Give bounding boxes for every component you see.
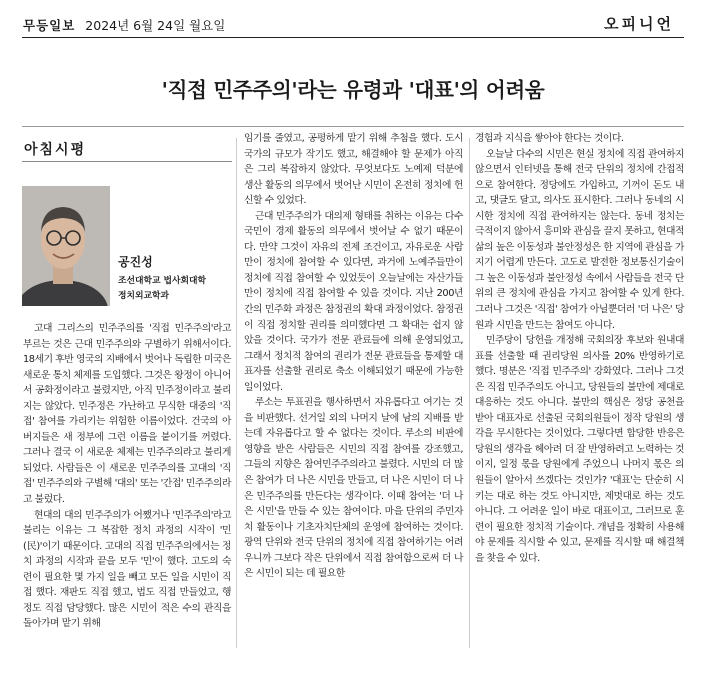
author-portrait-image bbox=[22, 186, 110, 306]
author-affiliation-line: 조선대학교 법사회대학 bbox=[118, 276, 207, 286]
author-affiliation-line: 정치외교학과 bbox=[118, 291, 169, 301]
paragraph: 근대 민주주의가 대의제 형태를 취하는 이유는 다수 국민이 경제 활동의 의무에서 벗어날 수 없기 때문이다. 만약 그것이 자유의 전제 조건이고, 자유로운 사람만이 정치에 참여할 수 있다면, 과거에 노예주들만이 정치에 직접 참여할 수 있었듯이 오늘날에는 자산가들만이 정치에 직접 참여할 수 있을 것이다. 지난 200년간의 민주화 과정은 참정권의 확대 과정이었다. 참정권이 직접 정치할 권리를 의미했다면 그 확대는 쉽지 않았을 것이다. 국가가 전문 관료들에 의해 운영되었고, 그래서 정치적 참여의 권리가 전문 관료들을 통제할 대표자를 선출할 권리로 축소 이해되었기 때문에 가능한 일이었다. bbox=[244, 210, 463, 393]
body-column-3 bbox=[475, 131, 684, 566]
paragraph: 임기를 줄였고, 공평하게 맡기 위해 추첨을 했다. 도시국가의 규모가 작기도 했고, 해결해야 할 문제가 아직은 그리 복잡하지 않았다. 무엇보다도 노예제 덕분에 생산 활동의 의무에서 벗어난 시민이 온전히 정치에 헌신할 수 있었다. bbox=[244, 133, 463, 207]
column-name-divider bbox=[22, 161, 232, 162]
column-divider bbox=[236, 138, 237, 648]
body-column-1 bbox=[23, 321, 231, 632]
headline-divider bbox=[22, 126, 684, 127]
headline: '직접 민주주의'라는 유령과 '대표'의 어려움 bbox=[161, 78, 545, 102]
paragraph: 오늘날 다수의 시민은 현실 정치에 직접 관여하지 않으면서 인터넷을 통해 전국 단위의 정치에 간접적으로 참여한다. 정당에도 가입하고, 기꺼이 돈도 내고, 댓글도 달고, 의사도 표시한다. 그러나 동네의 시시한 정치에 직접 관여하지는 않는다. 동네 정치는 극적이지 않아서 흥미와 관심을 끌지 못하고, 현대적 삶의 높은 이동성과 불안정성은 한 지역에 관심을 가지기 어렵게 만든다. 고도로 발전한 정보통신기술이 그 높은 이동성과 불안정성 속에서 사람들을 전국 단위의 큰 정치에 관심을 가지고 참여할 수 있게 한다. 그러나 그것은 '직접' 참여가 아닐뿐더러 '더 나은' 당원과 시민을 만드는 참여도 아니다. bbox=[475, 148, 684, 331]
author-byline bbox=[118, 253, 206, 304]
paragraph: 현대의 대의 민주주의가 어쨌거나 '민주주의'라고 불리는 이유는 그 복잡한 정치 과정의 시작이 '민(民)'이기 때문이다. 고대의 직접 민주주의에서는 정치 과정의 시작과 끝을 모두 '민'이 했다. 고도의 숙련이 필요한 몇 가지 일을 빼고 모든 일을 시민이 직접 했다. 재판도 직접 했고, 법도 직접 만들었고, 행정도 직접 담당했다. 많은 시민이 적은 수의 관직을 돌아가며 맡기 위해 bbox=[23, 509, 231, 630]
newspaper-name: 무등일보 bbox=[23, 18, 76, 33]
top-divider bbox=[22, 37, 684, 38]
author-photo bbox=[22, 186, 110, 306]
paragraph: 민주당이 당헌을 개정해 국회의장 후보와 원내대표를 선출할 때 권리당원 의사를 20% 반영하기로 했다. 명분은 '직접 민주주의' 강화였다. 그러나 그것은 직접 민주주의도 아니고, 당원들의 불만에 제대로 대응하는 것도 아니다. 불만의 핵심은 정당 공천을 받아 대표자로 선출된 국회의원들이 정작 당원의 생각을 무시한다는 것이었다. 그렇다면 합당한 반응은 당원의 생각을 헤아려 더 잘 반영하려고 노력하는 것이지, 일정 몫을 당원에게 주었으니 나머지 몫은 의원들이 알아서 쓰겠다는 것인가? '대표'는 단순히 시키는 대로 하는 것도 아니지만, 제멋대로 하는 것도 아니다. 그 어려운 일이 바로 대표이고, 그러므로 훈련이 필요한 정치적 기술이다. 개념을 정확히 사용해야 문제를 직시할 수 있고, 문제를 직시할 때 해결책을 찾을 수 있다. bbox=[475, 335, 684, 564]
masthead bbox=[23, 16, 225, 34]
section-title: 오피니언 bbox=[604, 15, 674, 33]
paragraph: 경험과 지식을 쌓아야 한다는 것이다. bbox=[475, 133, 624, 144]
body-column-2 bbox=[244, 131, 463, 582]
column-divider bbox=[469, 138, 470, 648]
column-name: 아침시평 bbox=[24, 142, 87, 158]
author-affiliation bbox=[118, 274, 206, 304]
author-name: 공진성 bbox=[118, 255, 153, 269]
paragraph: 루소는 투표권을 행사하면서 자유롭다고 여기는 것을 비판했다. 선거일 외의 나머지 날에 남의 지배를 받는데 자유롭다고 할 수 없다는 것이다. 루소의 비판에 영향을 받은 사람들은 시민의 직접 참여를 강조했고, 그들의 지향은 참여민주주의라고 불렸다. 시민의 더 많은 참여가 더 나은 시민을 만들고, 더 나은 시민이 더 나은 민주주의를 만든다는 생각이다. 이때 참여는 '더 나은 시민'을 만들 수 있는 참여이다. 마을 단위의 주민자치 활동이나 기초자치단체의 운영에 참여하는 것이다. 광역 단위와 전국 단위의 정치에 직접 참여하기는 어려우니까 그보다 작은 단위에서 직접 참여함으로써 더 나은 시민이 되는 데 필요한 bbox=[244, 397, 463, 580]
issue-date: 2024년 6월 24일 월요일 bbox=[85, 18, 226, 33]
paragraph: 고대 그리스의 민주주의를 '직접 민주주의'라고 부르는 것은 근대 민주주의와 구별하기 위해서이다. 18세기 후반 영국의 지배에서 벗어나 독립한 미국은 새로운 통치 체제를 도입했다. 그것은 왕정이 아니어서 공화정이라고 불렸지만, 아직 민주정이라고 불리지는 않았다. 민주정은 가난하고 무식한 대중의 '직접' 참여를 가리키는 위험한 이름이었다. 건국의 아버지들은 새 정부에 그런 이름을 붙이기를 꺼렸다. 그러나 결국 이 새로운 체제는 민주주의라고 불리게 되었다. 사람들은 이 새로운 민주주의를 고대의 '직접' 민주주의와 구별해 '대의' 또는 '간접' 민주주의라고 불렀다. bbox=[23, 323, 231, 506]
